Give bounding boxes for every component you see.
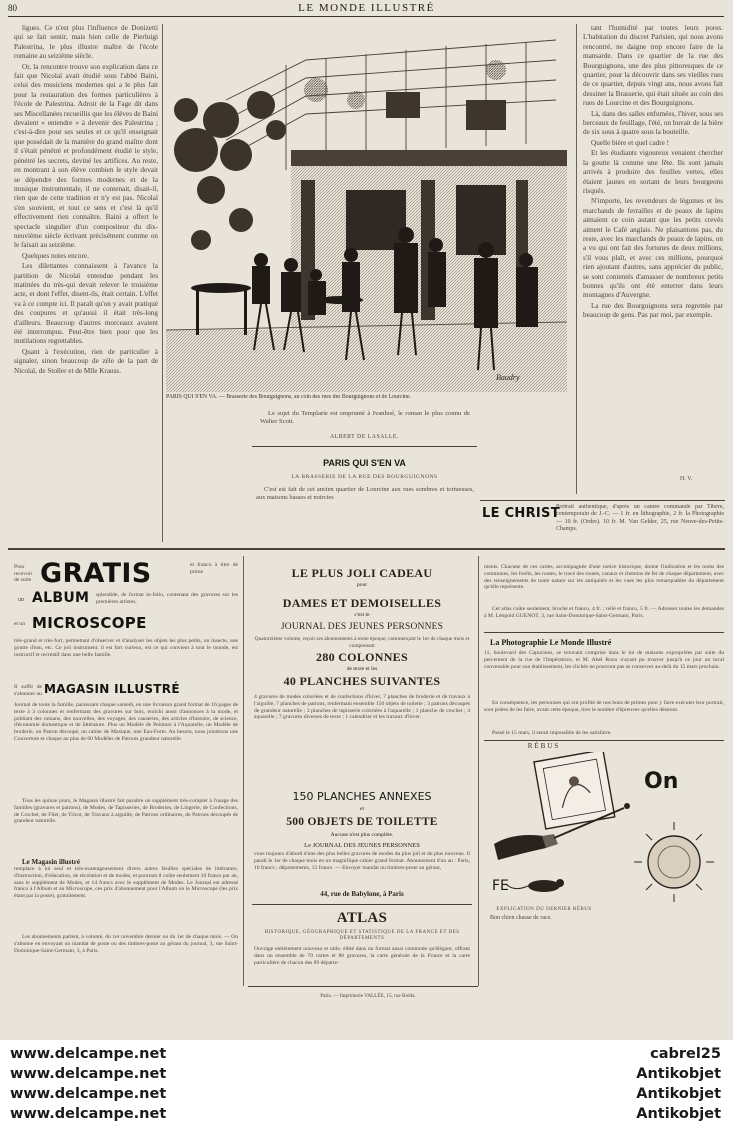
colonnes-heading: 280 COLONNES <box>316 650 408 664</box>
footer-link[interactable]: www.delcampe.net <box>10 1046 167 1062</box>
annexes-heading: 150 PLANCHES ANNEXES <box>292 790 432 803</box>
article-paragraph: Les dilettantes connaissent à l'avance la partition de Nicolaï entendue pendant les matinées du très-qui devait relever le troisième acte, et dont l'effet, disent-ils, était certain. L'effet va à ce compte ici. Il paraît qu'on y avait pratiqué des coupures et qu'aussi il était très-long d'ailleurs. Beaucoup d'autres morceaux avaient été interrompus. Peut-être bien pour que les mutilations regrettables. <box>14 262 158 346</box>
rebus-title: RÉBUS <box>527 742 561 750</box>
magasin-short: Le Magasin illustré <box>22 858 80 866</box>
cadeau-ad <box>248 556 476 988</box>
article-paragraph: Là, dans des salles enfumées, l'hiver, sous ses berceaux de feuillage, l'été, on buvait de la bière de six sous à quatre sous la bouteille. <box>583 109 723 137</box>
photo-ad-title: La Photographie Le Monde Illustré <box>490 638 612 647</box>
cadeau-title: LE PLUS JOLI CADEAU <box>291 566 433 580</box>
objets-sub: Aucune n'est plus complète. <box>330 832 394 838</box>
sun-icon <box>634 822 714 902</box>
mouse-icon <box>506 879 564 892</box>
abonnements-text: Les abonnements partent, à volonté, du 1er novembre dernier ou du 1er de chaque mois. — On s'abonne en envoyant un mandat de poste ou des timbres-poste au gérant du journal, 3, rue Saint-Dominique-Saint-Germain, 3, à Paris. <box>14 934 238 954</box>
gratis-ad <box>14 556 238 988</box>
christ-ad-text: Portrait authentique, d'après un camée commandé par Tibère, contemporain de J.-C. — 1 fr. en lithographie, 2 fr. la Photographie — 10 fr. (Ordre). 10 fr. M. Van Gelder, 25, rue Neuve-des-Petits-Champs. <box>556 504 724 533</box>
microscope-heading: MICROSCOPE <box>32 614 147 632</box>
note-text: Le sujet du Templarie est emprunté à Ivanhoé, le roman le plus connu de Walter Scott. <box>260 410 470 426</box>
imprint: Paris. — Imprimerie VALLÉE, 15, rue Bréda. <box>320 993 416 999</box>
colonnes-sub: de texte et les <box>346 666 378 672</box>
rebus-illustration <box>484 752 724 902</box>
rebus-fe-text: FE <box>492 878 509 894</box>
footer-link[interactable]: www.delcampe.net <box>10 1066 167 1082</box>
article-paragraph: Et les étudiants vigoureux venaient chercher la goutte là comme une fête. Ils sont jamais arrivés à produire des feuilles vertes, elles étaient jaunes en sortant de leurs bourgeons risqués. <box>583 149 723 195</box>
article-paragraph: N'importe, les revendeurs de légumes et les marchands de ferrailles et de peaux de lapins aimaient ce coin autant que les petits crevés aiment le Café anglais. Ne plaisantons pas, du reste, avec les marchands de peaux de lapins, on a vu qui ont fait des fortunes de deux millions, s'il vous plaît, et avec ces millions, pourquoi rien ajoutant d'autres, sans apprécier du public, se sont contentés d'amasser de nombreux petits bonnes qu'ils ont été enterrer dans leurs montagnes d'Auvergne. <box>583 197 723 300</box>
footer-link[interactable]: www.delcampe.net <box>10 1106 167 1122</box>
rebus-caption: EXPLICATION DU DERNIER RÉBUS <box>496 907 592 912</box>
gratis-heading: GRATIS <box>40 558 152 589</box>
author-signature: ALBERT DE LASALLE. <box>330 434 399 440</box>
article-paragraph: Or, la rencontre trouve son explication dans ce fait que Nicolaï avait étudié sous l'abbé Baini, celui des musiciens modernes qui a le plus fait pour la restauration des formes particulières à l'école de Palestrina. Adroit de la Fage dit dans ses Miscellanées recueillis que les élèves de Baini devaient « entendre » à devenir des Palestrina ; c'est-à-dire pour ses seules et ce qu'il enseignait que possédait de la manière du grand maître dont il s'était pénétré et profondément étudié le style, pénétré les secrets, deviné les artifices. Au reste, en montrant à son élève combien le style devait se dépendre des formes modernes et de la musique instrumentale, il ne contenait, disait-il, rien que de cette tradition et n'y est pas. Nicolaï s'en souvient, et tout ce sens et c'est là qu'il effectivement rien connaître. Baini a offert le spectacle singulier d'un compositeur du dix-neuvième siècle écrivant précisément comme on le faisait au seizième. <box>14 62 158 250</box>
column-divider <box>576 24 577 494</box>
article-paragraph: ligues. Ce n'est plus l'influence de Donizetti qui se fait sentir, mais bien celle de Pierluigi Palestrina, le plus illustre maître de l'école romaine au seizième siècle. <box>14 24 158 61</box>
right-ads <box>484 556 726 1036</box>
page-number: 80 <box>8 3 17 13</box>
article-paragraph: Quelle bière et quel cadre ! <box>591 138 670 147</box>
bottom-rule <box>248 986 478 987</box>
seller-name: Antikobjet <box>636 1066 721 1082</box>
album-heading: ALBUM <box>32 590 90 606</box>
ad-rule <box>480 500 725 501</box>
pour-word: pour <box>356 582 368 588</box>
passe-text: Passé le 15 mars, il serait impossible de les satisfaire. <box>492 730 612 736</box>
planches-heading: 40 PLANCHES SUIVANTES <box>283 674 441 688</box>
magasin-heading: MAGASIN ILLUSTRÉ <box>44 682 180 696</box>
engraving-brasserie <box>166 30 567 392</box>
address: 44, rue de Babylone, à Paris <box>320 890 404 898</box>
ad-rule <box>484 632 724 633</box>
cest-le: c'est le <box>354 612 370 618</box>
microscope-text: très-grand et très-fort, permettant d'observer et d'analyser les objets les plus petits, un insecte, une goutte d'eau, etc. Ce joli instrument, il est fort curieux, est ce qui convient à tout le monde, est instructif et recréatif dans une belle famille. <box>14 638 238 658</box>
column-divider <box>478 556 479 986</box>
atlas-rule <box>252 904 472 905</box>
article-paragraph: La rue des Bourguignons sera regrettée par beaucoup de gens. Pas par moi, par exemple. <box>583 301 723 320</box>
masthead-title: LE MONDE ILLUSTRÉ <box>298 2 435 14</box>
franco-line: et franco à titre de prime <box>190 562 238 575</box>
header-rule <box>8 16 724 17</box>
seller-name: Antikobjet <box>636 1086 721 1102</box>
pour-label: Pour recevoir de suite <box>14 564 33 584</box>
atlas-price-text: Cet atlas coûte seulement, broché et franco, 4 fr. ; relié et franco, 5 fr. — Adresser toutes les demandes à M. Léopold GUENOT, 3, rue Saint-Dominique-Saint-Germain, Paris. <box>484 606 724 619</box>
christ-ad-title: LE CHRIST <box>482 506 560 521</box>
suffit-line: Il suffit de s'abonner au <box>14 684 42 697</box>
journal-small-text: vous toujours d'abord d'une des plus belles gravures de modes du plus joli et du plus nouveau. Il paraît le 1er de chaque mois en un magnifique cahier grand format. Abonnement d'un an : Paris, 10 francs ; départements, 12 francs. — Envoyer mandat ou timbres-poste au gérant, <box>254 851 470 871</box>
atlas-text: Ouvrage entièrement nouveau et utile, édité dans un format aussi commode qu'élégant, offrant dans un ensemble de 70 cartes et 80 gravures, la carte générale de la France et la carte particulière de chacun des 89 départe- <box>254 946 470 966</box>
article-paragraph: Quant à l'exécution, rien de particulier à signaler, sinon beaucoup de zèle de la part de Nicolaï, de Stoller et de Mlle Krauss. <box>14 347 158 375</box>
rebus-answer: Bon chien chasse de race. <box>490 915 552 921</box>
objets-heading: 500 OBJETS DE TOILETTE <box>286 816 438 828</box>
tous-text: Tous les quinze jours, le Magasin illustré fait paraître un supplément très-complet à l'usage des familles (gravures et patrons), de Modes, de Tapisseries, de Broderies, de Lingerie, de Confections, de Crochet, de Filet, de Tricot, de Travaux à aiguille, de Patrons ordinaires, de Patrons découpés de grandeur naturelle. <box>14 798 238 825</box>
page-separator <box>8 548 725 550</box>
et-word: et <box>359 806 365 812</box>
section-text: C'est est fait de cet ancien quartier de Lourcine aux rues sombres et tortueuses, aux maisons basses et noircies <box>256 486 474 502</box>
magasin-text: Journal de toute la famille, paraissant chaque samedi, en une livraison grand format de 16 pages de texte à 3 colonnes et renfermant des gravures sur bois, enrichi aussi d'annonces à la mode, et publiant des romans, des nouvelles, des voyages, des causeries, des articles d'histoire, de science, d'économie domestique et de littérature. Plus un Modèle de Peinture à l'Aquarelle, un Modèle de broderie, un Patron découpé, un cahier de Musique, une Eau-Forte. Au besoin, nous joindrons une Couverture et chaque an plus de 60 Modèles de Patrons grandeur naturelle. <box>14 702 238 742</box>
article-paragraph: Quelques notes encore. <box>22 251 89 260</box>
atlas-sub: HISTORIQUE, GÉOGRAPHIQUE ET STATISTIQUE DE LA FRANCE ET DES DÉPARTEMENTS <box>264 930 460 942</box>
planches-text: 4 gravures de modes coloriées et de confections d'hiver, 7 planches de broderie et de travaux à l'aiguille, 7 planches de patrons, renfermant ensemble 150 objets de toilette ; 3 patrons découpés de grandeur naturelle ; 3 planches de tapisserie coloriées à l'aquarelle ; 1 planche de crochet ; 4 aquarelle ; 7 gravures diverses de texte ; 1 calendrier et les travaux d'hiver. <box>254 694 470 721</box>
album-text: splendide, de format in-folio, contenant des gravures sur les premières artistes, <box>96 592 238 605</box>
cartes-text: ments. Chacune de ces cartes, accompagnée d'une notice historique, donne l'indication et les noms des communes, les forêts, les routes, le tracé des routes, canaux et chemins de fer de chaque département, avec des renseignements de toute nature sur les antiquités et les vues les plus remarquables du département qu'elle représente. <box>484 564 724 591</box>
rebus-on-text: On <box>644 769 679 794</box>
remplace-text: remplace à lui seul et très-avantageusement divers autres feuilles spéciales de littérature, d'instruction, d'éducation, de récréation et de modes, et pourtant il coûte seulement 10 francs par an, sans le supplément de Modes, et 14 francs avec le supplément de Modes. Le Journal est adressé franco à l'Album et au Microscope, ces prix d'abonnement pour l'Album ou le Microscope (les prix étant par la poste), gratuitement. <box>14 866 238 900</box>
article-paragraph: tant l'humidité par toutes leurs pores. L'habitation du discret Parisien, qui nous avons rencontré, ne daigne trop encore faire de la mansarde. Dans ce quartier de la rue des Bourguignons, une des plus pittoresques de ce quartier, pour la découvrir dans ses vieilles rues de ce quartier, depuis vingt ans, nous avons fait dessiner la Brasserie, qui était située au coin des rues de Lourcine et des Bourguignons. <box>583 24 723 108</box>
journal-heading: JOURNAL DES JEUNES PERSONNES <box>280 622 444 632</box>
un-label: un <box>18 597 24 603</box>
templarie-note <box>260 410 470 428</box>
section-title: PARIS QUI S'EN VA <box>323 458 406 468</box>
atlas-heading: ATLAS <box>336 910 388 926</box>
photo-ad-text: 11, boulevard des Capucines, se trouvant comprise dans le lot de maisons expropriées par suite du percement de la rue de l'Impératrice, et M. Abel Roux n'ayant pu trouver jusqu'à ce jour un local convenable pour son établissement, les clichés ne pourront pas se conserver au-delà du 15 mars prochain. <box>484 650 724 670</box>
consequence-text: En conséquence, les personnes qui ont profité de nos bons de primes pour y faire exécuter leur portrait, sont priées de les faire, avant cette époque, tirer le nombre d'épreuves qu'elles désirent. <box>484 700 724 713</box>
section-rule <box>252 446 477 447</box>
column-divider <box>162 24 163 542</box>
journal-small: Le JOURNAL DES JEUNES PERSONNES <box>304 842 420 849</box>
article-left-column <box>14 24 158 540</box>
article-signoff: H. V. <box>680 476 693 482</box>
footer-right <box>636 1044 721 1124</box>
dames-heading: DAMES ET DEMOISELLES <box>282 596 442 610</box>
seller-name: cabrel25 <box>650 1046 721 1062</box>
footer-left <box>10 1044 166 1124</box>
seller-name: Antikobjet <box>636 1106 721 1122</box>
column-divider <box>243 556 244 986</box>
section-subtitle: LA BRASSERIE DE LA RUE DES BOURGUIGNONS <box>291 474 438 480</box>
engraving-caption: PARIS QUI S'EN VA. — Brasserie des Bourguignons, au coin des rues des Bourguignons et de Lourcine. <box>166 394 411 400</box>
journal-text: Quatorzième volume, reçoit ses abonnements à toute époque, commençant le 1er de chaque mois et comprenant <box>254 636 470 649</box>
rebus-rule <box>484 740 724 741</box>
footer-link[interactable]: www.delcampe.net <box>10 1086 167 1102</box>
article-right-column <box>583 24 723 472</box>
et-label: et un <box>14 621 26 627</box>
engraving-signature: Baudry <box>496 373 520 382</box>
